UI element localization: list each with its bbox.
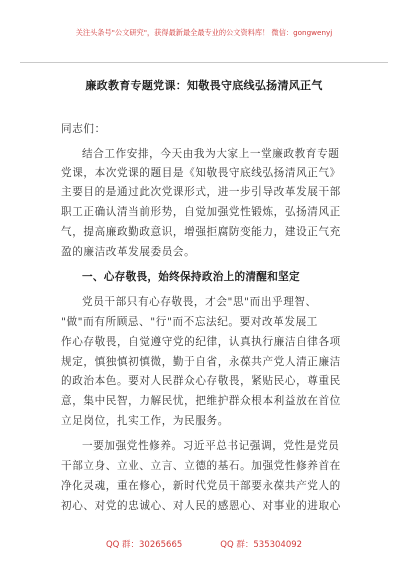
- section-1-line-2: "做"而有所顾忌、"行"而不忘法纪。要对改革发展工: [61, 316, 318, 328]
- salutation: 同志们：: [61, 123, 106, 135]
- document-title: 廉政教育专题党课：知敬畏守底线弘扬清风正气: [85, 79, 323, 92]
- intro-line-6: 盈的廉洁改革发展委员会。: [61, 246, 196, 258]
- intro-line-3: 主要目的是通过此次党课形式，进一步引导改革发展干部: [61, 186, 341, 198]
- footer-qq-group-1: QQ 群：30265665: [105, 540, 183, 550]
- intro-line-5: 气，提高廉政勤政意识，增强拒腐防变能力，建设正气充: [61, 226, 341, 238]
- section-2-line-3: 净化灵魂，重在修心，新时代党员干部要永葆共产党人的: [61, 480, 341, 492]
- intro-line-2: 党课，本次党课的题目是《知敬畏守底线弘扬清风正气》: [61, 167, 341, 179]
- footer-qq-group-2: QQ 群：535304092: [220, 540, 303, 550]
- section-2-line-1: 一要加强党性修养。习近平总书记强调，党性是党员: [82, 440, 340, 452]
- section-1-line-5: 的政治本色。要对人民群众心存敬畏，紧贴民心，尊重民: [61, 375, 341, 387]
- section-2-line-4: 初心、对党的忠诚心、对人民的感恩心、对事业的进取心: [61, 500, 341, 512]
- page-header: [20, 0, 388, 63]
- header-banner: 关注头条号"公文研究"，获得最新最全最专业的公文资料库！ 微信：gongwenyj: [75, 28, 333, 37]
- section-1-heading: 一、心存敬畏，始终保持政治上的清醒和坚定: [82, 271, 300, 283]
- section-1-line-1: 党员干部只有心存敬畏，才会"思"而出乎理智、: [82, 296, 317, 308]
- intro-line-4: 职工正确认清当前形势，自觉加强党性锻炼，弘扬清风正: [61, 206, 341, 218]
- section-1-line-3: 作心存敬畏，自觉遵守党的纪律，认真执行廉洁自律各项: [61, 336, 341, 348]
- section-1-line-7: 立足岗位，扎实工作，为民服务。: [61, 415, 229, 427]
- section-2-line-2: 干部立身、立业、立言、立德的基石。加强党性修养首在: [61, 460, 341, 472]
- intro-line-1: 结合工作安排，今天由我为大家上一堂廉政教育专题: [82, 148, 340, 160]
- section-1-line-6: 意，集中民智，力解民忧，把维护群众根本利益放在首位: [61, 395, 341, 407]
- page-footer: [0, 538, 408, 550]
- section-1-line-4: 规定，慎独慎初慎微，勤于自省，永葆共产党人清正廉洁: [61, 356, 341, 368]
